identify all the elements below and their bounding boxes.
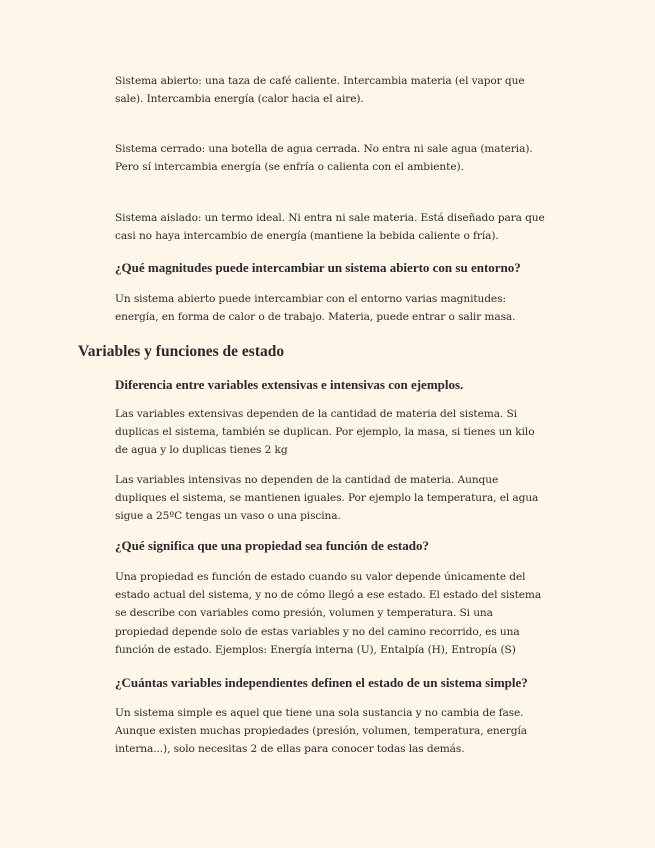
- paragraph-funcion-estado: Una propiedad es función de estado cuando su valor depende únicamente del estado actual del sistema, y no de cómo llegó a ese estado. El estado del sistema se describe con variables como presión, volumen y temperatura. Si una propiedad depende solo de estas variables y no del camino recorrido, es una función de estado. Ejemplos: Energía interna (U), Entalpía (H), Entropía (S): [115, 571, 542, 656]
- section-heading-variables: Variables y funciones de estado: [78, 343, 285, 360]
- paragraph-sistema-abierto: Sistema abierto: una taza de café caliente. Intercambia materia (el vapor que sale). Intercambia energía (calor hacia el aire).: [115, 75, 525, 106]
- paragraph-sistema-aislado: Sistema aislado: un termo ideal. Ni entra ni sale materia. Está diseñado para que casi no haya intercambio de energía (mantiene la bebida caliente o fría).: [115, 212, 545, 243]
- paragraph-intensivas: Las variables intensivas no dependen de la cantidad de materia. Aunque dupliques el sistema, se mantienen iguales. Por ejemplo la temperatura, el agua sigue a 25ºC tengas un vaso o una piscina.: [115, 474, 539, 523]
- paragraph-extensivas: Las variables extensivas dependen de la cantidad de materia del sistema. Si duplicas el sistema, también se duplican. Por ejemplo, la masa, si tienes un kilo de agua y lo duplicas tienes 2 kg: [115, 408, 535, 457]
- paragraph-sistema-simple: Un sistema simple es aquel que tiene una sola sustancia y no cambia de fase. Aunque existen muchas propiedades (presión, volumen, temperatura, energía interna...), solo necesitas 2 de ellas para conocer todas las demás.: [115, 707, 527, 756]
- question-funcion-estado: ¿Qué significa que una propiedad sea función de estado?: [115, 538, 429, 553]
- question-variables-independientes: ¿Cuántas variables independientes definen el estado de un sistema simple?: [115, 675, 528, 690]
- question-magnitudes: ¿Qué magnitudes puede intercambiar un sistema abierto con su entorno?: [115, 260, 521, 275]
- paragraph-sistema-cerrado: Sistema cerrado: una botella de agua cerrada. No entra ni sale agua (materia). Pero sí intercambia energía (se enfría o calienta con el ambiente).: [115, 143, 533, 174]
- paragraph-respuesta-magnitudes: Un sistema abierto puede intercambiar con el entorno varias magnitudes: energía, en forma de calor o de trabajo. Materia, puede entrar o salir masa.: [115, 293, 516, 324]
- question-diferencia: Diferencia entre variables extensivas e intensivas con ejemplos.: [115, 377, 464, 392]
